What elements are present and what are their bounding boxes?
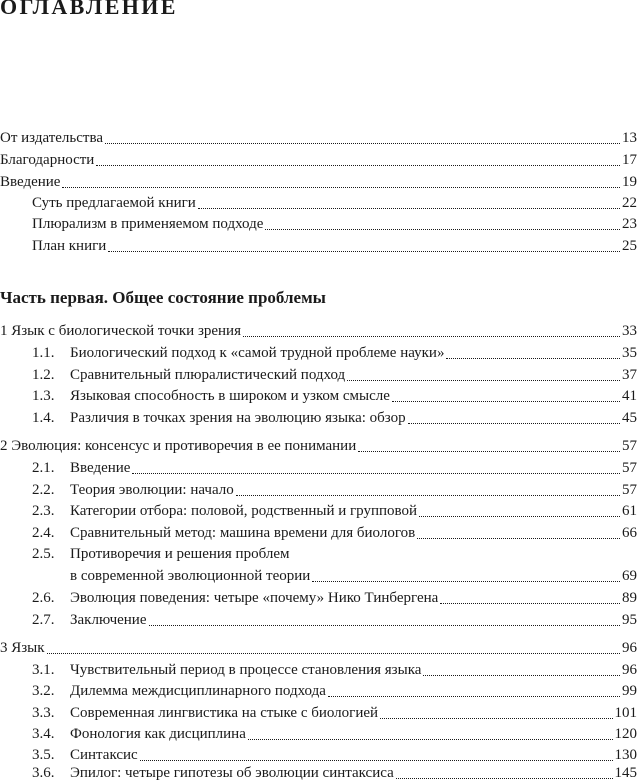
section-number: 3.4. [32,726,55,742]
toc-entry-page: 120 [614,726,637,742]
toc-section [0,702,637,724]
toc-entry [0,127,637,149]
toc-entry-page: 22 [622,195,637,211]
toc-section [0,723,637,745]
dot-leader [236,494,620,496]
dot-leader [132,472,620,474]
toc-entry-title: Теория эволюции: начало [70,482,234,498]
toc-entry-title: План книги [32,238,107,254]
dot-leader [440,602,620,604]
section-number: 2.4. [32,525,55,541]
toc-entry-page: 17 [622,152,637,168]
toc-section [0,762,637,784]
toc-entry-title: Сравнительный метод: машина времени для биологов [70,525,416,541]
section-number: 1.4. [32,410,55,426]
dot-leader [243,335,620,337]
toc-entry-page: 145 [614,765,637,781]
toc-section [0,680,637,702]
toc-section [0,342,637,364]
toc-entry-page: 89 [622,590,637,606]
toc-section [0,385,637,407]
toc-subentry [0,213,637,235]
dot-leader [347,379,620,381]
dot-leader [248,738,613,740]
toc-entry-title: Эпилог: четыре гипотезы об эволюции синтаксиса [70,765,394,781]
section-number: 2.2. [32,482,55,498]
section-number: 1.3. [32,388,55,404]
toc-entry-title: Современная лингвистика на стыке с биологией [70,705,379,721]
section-number: 3.6. [32,765,55,781]
toc-entry-title: Введение [0,174,61,190]
dot-leader [392,400,620,402]
toc-entry-page: 57 [622,438,637,454]
toc-entry-title: 1 Язык с биологической точки зрения [0,323,241,339]
section-number: 2.7. [32,612,55,628]
toc-entry-title: Сравнительный плюралистический подход [70,367,346,383]
toc-section [0,364,637,386]
dot-leader [96,164,620,166]
toc-entry-title: Противоречия и решения проблем [70,546,290,562]
dot-leader [265,228,620,230]
toc-entry-page: 57 [622,482,637,498]
toc-entry-title: Заключение [70,612,147,628]
section-number: 2.3. [32,503,55,519]
dot-leader [105,142,620,144]
dot-leader [149,624,621,626]
section-number: 3.3. [32,705,55,721]
dot-leader [419,515,620,517]
page-title: ОГЛАВЛЕНИЕ [0,0,178,19]
toc-entry-title: Фонология как дисциплина [70,726,246,742]
toc-section [0,479,637,501]
toc-entry-page: 35 [622,345,637,361]
toc-entry-title: Плюрализм в применяемом подходе [32,216,264,232]
section-number: 1.1. [32,345,55,361]
toc-entry-title: Синтаксис [70,747,138,763]
toc-section [0,522,637,544]
dot-leader [108,250,620,252]
toc-subentry [0,192,637,214]
toc-entry-title: Биологический подход к «самой трудной проблеме науки» [70,345,445,361]
section-number: 3.1. [32,662,55,678]
dot-leader [358,450,620,452]
toc-entry-page: 57 [622,460,637,476]
dot-leader [417,537,620,539]
toc-chapter [0,435,637,457]
toc-entry-title: 2 Эволюция: консенсус и противоречия в ее понимании [0,438,357,454]
dot-leader [328,695,620,697]
toc-entry-title: От издательства [0,130,104,146]
dot-leader [47,652,620,654]
dot-leader [396,777,613,779]
toc-section [0,500,637,522]
dot-leader [62,186,620,188]
toc-entry-page: 61 [622,503,637,519]
toc-entry-page: 19 [622,174,637,190]
toc-entry-page: 69 [622,568,637,584]
toc-entry-page: 101 [614,705,637,721]
section-number: 2.6. [32,590,55,606]
toc-entry-title: Чувствительный период в процессе становления языка [70,662,422,678]
dot-leader [380,717,612,719]
dot-leader [408,422,620,424]
toc-section [0,609,637,631]
toc-entry [0,171,637,193]
toc-entry-title: Различия в точках зрения на эволюцию языка: обзор [70,410,406,426]
toc-entry-page: 96 [622,640,637,656]
toc-entry-title: 3 Язык [0,640,45,656]
section-number: 1.2. [32,367,55,383]
toc-section [0,565,637,587]
toc-entry-title: Эволюция поведения: четыре «почему» Нико Тинбергена [70,590,439,606]
dot-leader [446,357,620,359]
toc-entry-page: 96 [622,662,637,678]
toc-entry-title: Языковая способность в широком и узком смысле [70,388,390,404]
section-number: 2.1. [32,460,55,476]
section-number: 3.5. [32,747,55,763]
toc-section [0,457,637,479]
toc-entry-title: Дилемма междисциплинарного подхода [70,683,326,699]
toc-entry-page: 33 [622,323,637,339]
dot-leader [423,674,620,676]
toc-chapter [0,637,637,659]
dot-leader [312,580,620,582]
toc-entry-title-continued: в современной эволюционной теории [70,568,311,584]
toc-entry-title: Благодарности [0,152,95,168]
toc-entry-page: 13 [622,130,637,146]
dot-leader [140,759,613,761]
toc-subentry [0,235,637,257]
section-number: 3.2. [32,683,55,699]
toc-entry [0,149,637,171]
toc-entry-page: 99 [622,683,637,699]
toc-entry-title: Категории отбора: половой, родственный и групповой [70,503,418,519]
toc-chapter [0,320,637,342]
toc-entry-page: 23 [622,216,637,232]
toc-entry-page: 45 [622,410,637,426]
toc-entry-page: 25 [622,238,637,254]
toc-section [0,659,637,681]
toc-section [0,587,637,609]
toc-entry-page: 37 [622,367,637,383]
dot-leader [198,207,620,209]
toc-entry-title: Суть предлагаемой книги [32,195,196,211]
toc-entry-page: 95 [622,612,637,628]
toc-entry-page: 66 [622,525,637,541]
toc-entry-page: 130 [614,747,637,763]
section-number: 2.5. [32,546,55,562]
toc-section [0,407,637,429]
part-heading: Часть первая. Общее состояние проблемы [0,288,326,307]
toc-entry-page: 41 [622,388,637,404]
toc-entry-title: Введение [70,460,131,476]
